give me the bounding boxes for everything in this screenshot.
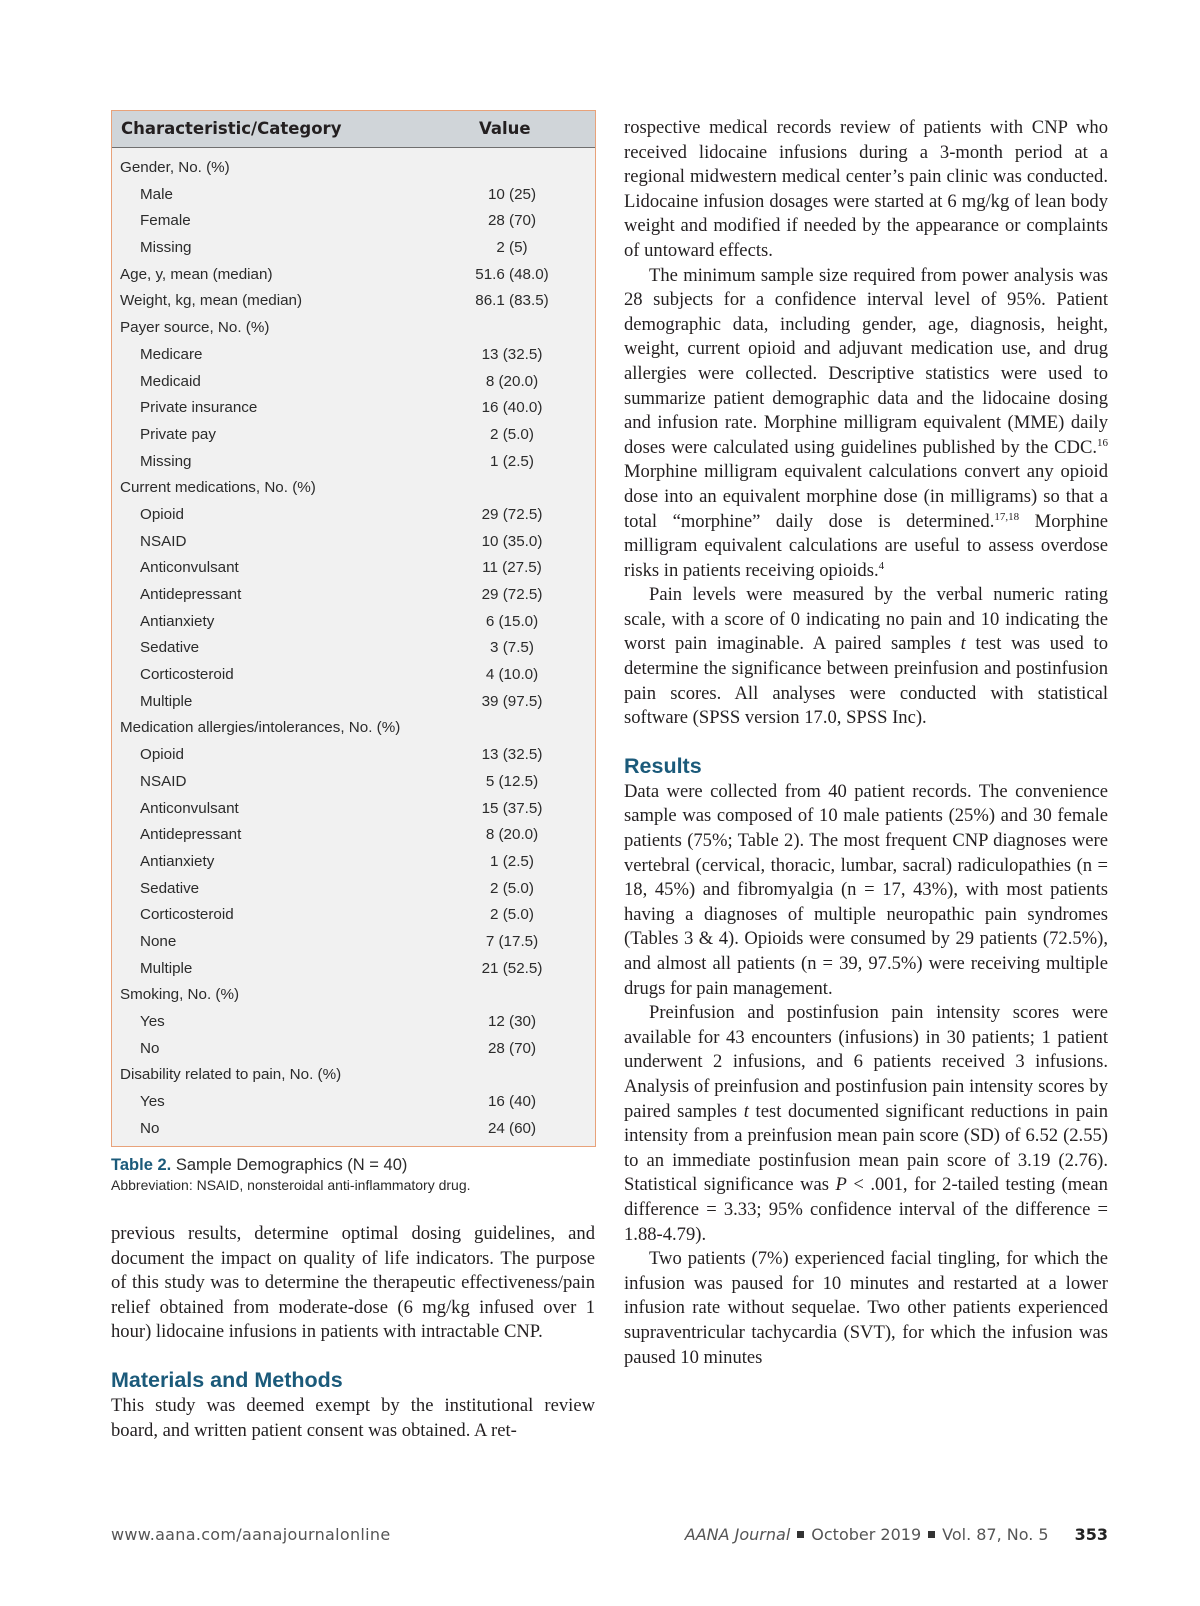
- row-value: 11 (27.5): [482, 559, 542, 577]
- table-row: [112, 1008, 595, 1035]
- table-row: [112, 394, 595, 421]
- table-caption-text: Sample Demographics (N = 40): [175, 1156, 408, 1174]
- demographics-table: [111, 110, 596, 1147]
- row-label: No: [140, 1039, 160, 1057]
- row-value: 16 (40): [487, 1093, 537, 1111]
- table-caption-title: [111, 1154, 611, 1176]
- row-label: Sedative: [140, 879, 200, 897]
- table-row: [112, 741, 595, 768]
- row-label: Sedative: [140, 639, 200, 657]
- footer-volume: Vol. 87, No. 5: [942, 1525, 1049, 1544]
- row-label: Anticonvulsant: [140, 559, 239, 577]
- italic-t: t: [960, 633, 966, 655]
- table-row: [112, 554, 595, 581]
- paragraph: [624, 264, 1108, 584]
- row-value: 86.1 (83.5): [475, 292, 549, 310]
- row-value: 5 (12.5): [485, 772, 539, 790]
- row-label: Opioid: [140, 746, 184, 764]
- citation-ref: 4: [878, 559, 885, 572]
- row-label: Opioid: [140, 505, 184, 523]
- row-value: 7 (17.5): [485, 932, 539, 950]
- row-label: Medicare: [140, 345, 203, 363]
- paragraph: rospective medical records review of patients with CNP who received lidocaine infusions during a 3-month period at a regional midwestern medical center’s pain clinic was conducted. Lidocaine infusion dosages were started at 6 mg/kg of lean body weight and modified if needed by the appearance or complaints of untoward effects.: [624, 117, 1108, 261]
- section-heading-methods: Materials and Methods: [111, 1367, 343, 1392]
- paragraph-text: Preinfusion and postinfusion pain intensity scores were available for 43 encounters (infusions) in 30 patients; 1 patient underwent 2 infusions, and 6 patients received 3 infusions. Analysis of preinfusion and postinfusion pain intensity scores by paired samples: [624, 1002, 1108, 1122]
- row-value: 16 (40.0): [481, 399, 543, 417]
- row-label: None: [140, 932, 177, 950]
- row-label: Anticonvulsant: [140, 799, 239, 817]
- table-row: [112, 955, 595, 982]
- table-row: [112, 368, 595, 395]
- table-row: [112, 901, 595, 928]
- table-row: [112, 287, 595, 314]
- table-row: [112, 314, 595, 341]
- row-value: 21 (52.5): [481, 959, 543, 977]
- paragraph: [624, 1001, 1108, 1247]
- row-label: Missing: [140, 452, 192, 470]
- row-value: 28 (70): [487, 1039, 537, 1057]
- page-number: 353: [1074, 1525, 1108, 1544]
- row-value: 29 (72.5): [481, 505, 543, 523]
- row-label: Age, y, mean (median): [120, 265, 273, 283]
- table-row: [112, 261, 595, 288]
- row-value: 1 (2.5): [490, 452, 534, 470]
- row-value: 6 (15.0): [485, 612, 539, 630]
- square-bullet-icon: [797, 1531, 804, 1538]
- footer-citation: [630, 1525, 1108, 1544]
- citation-ref: 16: [1097, 436, 1108, 449]
- table-row: [112, 154, 595, 181]
- row-label: Current medications, No. (%): [120, 479, 316, 497]
- table-row: [112, 688, 595, 715]
- row-label: Female: [140, 212, 191, 230]
- italic-t: t: [743, 1100, 749, 1122]
- table-caption-label: Table 2.: [111, 1156, 172, 1174]
- row-label: Multiple: [140, 692, 193, 710]
- footer-url: www.aana.com/aanajournalonline: [111, 1525, 391, 1544]
- row-label: Corticosteroid: [140, 906, 234, 924]
- row-label: Antidepressant: [140, 586, 242, 603]
- row-label: Payer source, No. (%): [120, 319, 270, 337]
- row-label: NSAID: [140, 532, 187, 550]
- row-value: 8 (20.0): [485, 826, 539, 844]
- row-label: Antianxiety: [140, 612, 215, 630]
- table-row: [112, 1088, 595, 1115]
- row-value: 2 (5): [496, 239, 528, 257]
- table-row: [112, 634, 595, 661]
- table-header-row: [112, 111, 595, 148]
- row-label: Smoking, No. (%): [120, 986, 240, 1004]
- row-label: Private pay: [140, 425, 216, 443]
- table-row: [112, 714, 595, 741]
- row-label: NSAID: [140, 772, 187, 790]
- paragraph-text: Morphine milligram equivalent calculations convert any opioid dose into an equivalent morphine dose (in milligrams) so that a total “morphine” daily dose is determined.: [624, 461, 1108, 532]
- row-value: 29 (72.5): [481, 586, 543, 603]
- table-row: [112, 448, 595, 475]
- column-header-value: Value: [479, 119, 531, 138]
- italic-p: P: [835, 1174, 847, 1196]
- row-value: 13 (32.5): [481, 345, 543, 363]
- row-value: 10 (25): [487, 185, 537, 203]
- table-row: [112, 608, 595, 635]
- table-row: [112, 1061, 595, 1088]
- row-label: Missing: [140, 239, 192, 257]
- table-body: [112, 148, 595, 1141]
- table-row: [112, 768, 595, 795]
- table-row: [112, 501, 595, 528]
- row-value: 28 (70): [487, 212, 537, 230]
- paragraph: Two patients (7%) experienced facial tingling, for which the infusion was paused for 10 minutes and restarted at a lower infusion rate without sequelae. Two other patients experienced supraventricular tachycardia (SVT), for which the infusion was paused 10 minutes: [624, 1248, 1108, 1368]
- row-value: 51.6 (48.0): [475, 265, 549, 283]
- row-label: Antidepressant: [140, 826, 242, 844]
- row-value: 8 (20.0): [485, 372, 539, 390]
- row-label: Male: [140, 185, 173, 203]
- row-value: 1 (2.5): [490, 852, 534, 870]
- row-label: Private insurance: [140, 399, 258, 417]
- column-header-characteristic: Characteristic/Category: [121, 119, 342, 138]
- row-value: 2 (5.0): [490, 425, 534, 443]
- right-text-column: [624, 116, 1108, 1370]
- square-bullet-icon: [928, 1531, 935, 1538]
- table-row: [112, 181, 595, 208]
- row-label: Yes: [140, 1013, 165, 1030]
- row-value: 39 (97.5): [481, 692, 543, 710]
- row-label: No: [140, 1119, 160, 1137]
- row-value: 3 (7.5): [490, 639, 534, 657]
- table-row: [112, 528, 595, 555]
- table-row: [112, 848, 595, 875]
- footer-date: October 2019: [811, 1525, 922, 1544]
- table-row: [112, 661, 595, 688]
- row-value: 12 (30): [487, 1013, 537, 1030]
- table-row: [112, 875, 595, 902]
- footer-journal: AANA Journal: [684, 1525, 791, 1544]
- paragraph-text: < .001, for 2-tailed testing (mean difference = 3.33; 95% confidence interval of the difference = 1.88-4.79).: [624, 1174, 1108, 1245]
- table-row: [112, 928, 595, 955]
- row-label: Gender, No. (%): [120, 159, 230, 176]
- row-label: Disability related to pain, No. (%): [120, 1066, 342, 1084]
- section-heading-results: Results: [624, 753, 702, 778]
- row-value: 10 (35.0): [481, 532, 543, 550]
- row-value: 2 (5.0): [490, 906, 534, 924]
- citation-ref: 17,18: [994, 510, 1020, 523]
- paragraph-text: Morphine milligram equivalent calculations are useful to assess overdose risks in patients receiving opioids.: [624, 510, 1108, 581]
- table-row: [112, 581, 595, 608]
- paragraph: previous results, determine optimal dosing guidelines, and document the impact on quality of life indicators. The purpose of this study was to determine the therapeutic effectiveness/pain relief obtained from moderate-dose (6 mg/kg infused over 1 hour) lidocaine infusions in patients with intractable CNP.: [111, 1223, 595, 1343]
- row-label: Medicaid: [140, 372, 201, 390]
- paragraph-text: test was used to determine the significance between preinfusion and postinfusion pain scores. All analyses were conducted with statistical software (SPSS version 17.0, SPSS Inc).: [624, 633, 1108, 729]
- row-value: 15 (37.5): [481, 799, 543, 817]
- table-caption-note: Abbreviation: NSAID, nonsteroidal anti-inflammatory drug.: [111, 1177, 471, 1193]
- table-row: [112, 234, 595, 261]
- row-label: Medication allergies/intolerances, No. (%): [120, 719, 401, 737]
- table-row: [112, 795, 595, 822]
- table-row: [112, 421, 595, 448]
- paragraph-text: The minimum sample size required from power analysis was 28 subjects for a confidence interval level of 95%. Patient demographic data, including gender, age, diagnosis, height, weight, current opioid and adjuvant medication use, and drug allergies were collected. Descriptive statistics were used to summarize patient demographic data and the lidocaine dosing and infusion rate. Morphine milligram equivalent (MME) daily doses were calculated using guidelines published by the CDC.: [624, 264, 1108, 458]
- paragraph: Data were collected from 40 patient records. The convenience sample was composed of 10 male patients (25%) and 30 female patients (75%; Table 2). The most frequent CNP diagnoses were vertebral (cervical, thoracic, lumbar, sacral) radiculopathies (n = 18, 45%) and fibromyalgia (n = 17, 43%), with most patients having a diagnoses of multiple neuropathic pain syndromes (Tables 3 & 4). Opioids were consumed by 29 patients (72.5%), and almost all patients (n = 39, 97.5%) were receiving multiple drugs for pain management.: [624, 780, 1108, 999]
- row-label: Multiple: [140, 959, 193, 977]
- table-row: [112, 474, 595, 501]
- left-text-column: [111, 1222, 595, 1443]
- table-row: [112, 1035, 595, 1062]
- table-caption: [111, 1154, 611, 1195]
- paragraph: [624, 583, 1108, 731]
- row-value: 4 (10.0): [485, 666, 539, 684]
- row-label: Antianxiety: [140, 852, 215, 870]
- table-row: [112, 341, 595, 368]
- row-value: 24 (60): [487, 1119, 537, 1137]
- row-label: Corticosteroid: [140, 666, 234, 684]
- table-row: [112, 821, 595, 848]
- paragraph-text: test documented significant reductions in pain intensity from a preinfusion mean pain score (SD) of 6.52 (2.55) to an immediate postinfusion mean pain score of 3.19 (2.76). Statistical significance was: [624, 1100, 1108, 1196]
- row-value: 13 (32.5): [481, 746, 543, 764]
- row-label: Yes: [140, 1093, 165, 1111]
- table-row: [112, 1115, 595, 1142]
- row-value: 2 (5.0): [490, 879, 534, 897]
- table-row: [112, 981, 595, 1008]
- paragraph-text: Pain levels were measured by the verbal numeric rating scale, with a score of 0 indicating no pain and 10 indicating the worst pain imaginable. A paired samples: [624, 584, 1108, 655]
- paragraph: This study was deemed exempt by the institutional review board, and written patient consent was obtained. A ret-: [111, 1394, 595, 1441]
- row-label: Weight, kg, mean (median): [120, 292, 303, 310]
- table-row: [112, 207, 595, 234]
